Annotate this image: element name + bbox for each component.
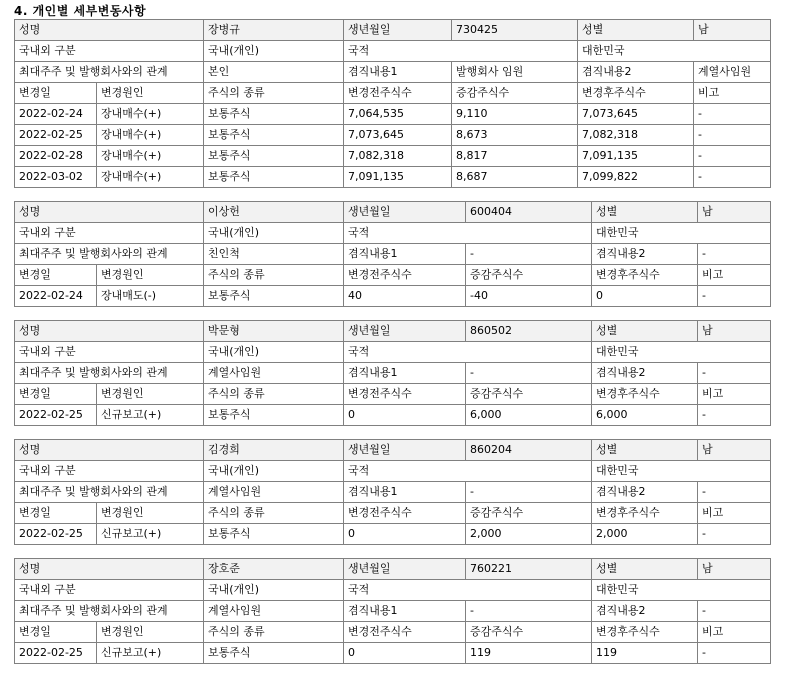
position1-value: -: [466, 482, 592, 503]
remark-header: 비고: [694, 83, 771, 104]
gender-value: 남: [698, 440, 771, 461]
delta-shares: 8,673: [452, 125, 578, 146]
before-header: 변경전주식수: [344, 265, 466, 286]
change-date: 2022-02-25: [15, 125, 97, 146]
table-row: [15, 167, 771, 188]
before-header: 변경전주식수: [344, 384, 466, 405]
domestic-value: 국내(개인): [204, 41, 344, 62]
relation-value: 본인: [204, 62, 344, 83]
change-date-header: 변경일: [15, 265, 97, 286]
remark: -: [698, 286, 771, 307]
remark-header: 비고: [698, 622, 771, 643]
change-date: 2022-02-28: [15, 146, 97, 167]
table-row: [15, 643, 771, 664]
relation-label: 최대주주 및 발행회사와의 관계: [15, 244, 204, 265]
stock-type: 보통주식: [204, 125, 344, 146]
relation-label: 최대주주 및 발행회사와의 관계: [15, 363, 204, 384]
change-date: 2022-02-24: [15, 104, 97, 125]
delta-shares: -40: [466, 286, 592, 307]
stock-type-header: 주식의 종류: [204, 384, 344, 405]
nationality-label: 국적: [344, 41, 578, 62]
domestic-label: 국내외 구분: [15, 41, 204, 62]
gender-value: 남: [698, 321, 771, 342]
change-date: 2022-02-25: [15, 524, 97, 545]
change-reason: 장내매수(+): [97, 146, 204, 167]
stock-type: 보통주식: [204, 524, 344, 545]
nationality-label: 국적: [344, 223, 592, 244]
change-reason-header: 변경원인: [97, 83, 204, 104]
gender-value: 남: [698, 559, 771, 580]
remark-header: 비고: [698, 384, 771, 405]
nationality-value: 대한민국: [592, 342, 771, 363]
delta-shares: 2,000: [466, 524, 592, 545]
position2-value: -: [698, 244, 771, 265]
table-row: [15, 286, 771, 307]
table-row: [15, 104, 771, 125]
birth-label: 생년월일: [344, 321, 466, 342]
domestic-label: 국내외 구분: [15, 342, 204, 363]
stock-type: 보통주식: [204, 405, 344, 426]
after-shares: 7,082,318: [578, 125, 694, 146]
position2-value: -: [698, 601, 771, 622]
stock-type: 보통주식: [204, 643, 344, 664]
position1-value: -: [466, 601, 592, 622]
change-date-header: 변경일: [15, 384, 97, 405]
birth-label: 생년월일: [344, 202, 466, 223]
domestic-value: 국내(개인): [204, 580, 344, 601]
position2-label: 겸직내용2: [578, 62, 694, 83]
nationality-value: 대한민국: [592, 580, 771, 601]
remark: -: [694, 125, 771, 146]
remark: -: [694, 167, 771, 188]
birth-label: 생년월일: [344, 20, 452, 41]
remark-header: 비고: [698, 265, 771, 286]
before-header: 변경전주식수: [344, 83, 452, 104]
relation-label: 최대주주 및 발행회사와의 관계: [15, 482, 204, 503]
relation-label: 최대주주 및 발행회사와의 관계: [15, 62, 204, 83]
stock-type: 보통주식: [204, 146, 344, 167]
stock-type-header: 주식의 종류: [204, 83, 344, 104]
nationality-value: 대한민국: [578, 41, 771, 62]
person-table: [14, 19, 771, 188]
remark: -: [694, 104, 771, 125]
person-table: [14, 320, 771, 426]
position1-value: -: [466, 363, 592, 384]
name-label: 성명: [15, 321, 204, 342]
relation-value: 계열사임원: [204, 601, 344, 622]
position2-value: -: [698, 363, 771, 384]
domestic-label: 국내외 구분: [15, 223, 204, 244]
relation-label: 최대주주 및 발행회사와의 관계: [15, 601, 204, 622]
after-shares: 7,073,645: [578, 104, 694, 125]
domestic-value: 국내(개인): [204, 461, 344, 482]
position2-value: 계열사임원: [694, 62, 771, 83]
delta-header: 증감주식수: [466, 384, 592, 405]
remark-header: 비고: [698, 503, 771, 524]
table-row: [15, 125, 771, 146]
after-shares: 119: [592, 643, 698, 664]
stock-type: 보통주식: [204, 286, 344, 307]
position1-label: 겸직내용1: [344, 363, 466, 384]
domestic-label: 국내외 구분: [15, 580, 204, 601]
after-header: 변경후주식수: [578, 83, 694, 104]
before-shares: 0: [344, 405, 466, 426]
change-date: 2022-03-02: [15, 167, 97, 188]
change-reason-header: 변경원인: [97, 503, 204, 524]
change-date: 2022-02-25: [15, 643, 97, 664]
after-header: 변경후주식수: [592, 384, 698, 405]
gender-label: 성별: [592, 440, 698, 461]
change-date: 2022-02-24: [15, 286, 97, 307]
stock-type-header: 주식의 종류: [204, 265, 344, 286]
person-table: [14, 439, 771, 545]
page-title: 4. 개인별 세부변동사항: [14, 4, 147, 18]
change-date-header: 변경일: [15, 83, 97, 104]
name-value: 박문형: [204, 321, 344, 342]
change-date-header: 변경일: [15, 622, 97, 643]
before-shares: 7,064,535: [344, 104, 452, 125]
name-label: 성명: [15, 559, 204, 580]
change-date: 2022-02-25: [15, 405, 97, 426]
position1-label: 겸직내용1: [344, 62, 452, 83]
delta-shares: 9,110: [452, 104, 578, 125]
change-reason: 신규보고(+): [97, 643, 204, 664]
gender-label: 성별: [592, 559, 698, 580]
delta-header: 증감주식수: [452, 83, 578, 104]
nationality-label: 국적: [344, 342, 592, 363]
table-row: [15, 524, 771, 545]
relation-value: 친인척: [204, 244, 344, 265]
nationality-value: 대한민국: [592, 461, 771, 482]
table-row: [15, 146, 771, 167]
name-value: 장호준: [204, 559, 344, 580]
position2-label: 겸직내용2: [592, 244, 698, 265]
change-reason: 장내매수(+): [97, 125, 204, 146]
position2-label: 겸직내용2: [592, 482, 698, 503]
birth-label: 생년월일: [344, 559, 466, 580]
stock-type: 보통주식: [204, 104, 344, 125]
position2-value: -: [698, 482, 771, 503]
gender-label: 성별: [592, 202, 698, 223]
birth-value: 860502: [466, 321, 592, 342]
delta-header: 증감주식수: [466, 503, 592, 524]
relation-value: 계열사임원: [204, 363, 344, 384]
after-shares: 7,099,822: [578, 167, 694, 188]
before-shares: 7,082,318: [344, 146, 452, 167]
remark: -: [698, 524, 771, 545]
name-value: 김경희: [204, 440, 344, 461]
position1-label: 겸직내용1: [344, 244, 466, 265]
delta-shares: 119: [466, 643, 592, 664]
name-value: 이상헌: [204, 202, 344, 223]
change-reason: 장내매수(+): [97, 104, 204, 125]
delta-header: 증감주식수: [466, 622, 592, 643]
remark: -: [694, 146, 771, 167]
delta-header: 증감주식수: [466, 265, 592, 286]
birth-value: 600404: [466, 202, 592, 223]
position2-label: 겸직내용2: [592, 363, 698, 384]
after-shares: 0: [592, 286, 698, 307]
name-label: 성명: [15, 440, 204, 461]
after-header: 변경후주식수: [592, 265, 698, 286]
position1-label: 겸직내용1: [344, 482, 466, 503]
change-reason: 장내매도(-): [97, 286, 204, 307]
delta-shares: 8,687: [452, 167, 578, 188]
stock-type: 보통주식: [204, 167, 344, 188]
change-reason-header: 변경원인: [97, 265, 204, 286]
table-row: [15, 405, 771, 426]
before-shares: 7,091,135: [344, 167, 452, 188]
relation-value: 계열사임원: [204, 482, 344, 503]
birth-value: 760221: [466, 559, 592, 580]
name-value: 장병규: [204, 20, 344, 41]
before-shares: 0: [344, 643, 466, 664]
gender-value: 남: [698, 202, 771, 223]
remark: -: [698, 643, 771, 664]
after-shares: 7,091,135: [578, 146, 694, 167]
delta-shares: 6,000: [466, 405, 592, 426]
domestic-label: 국내외 구분: [15, 461, 204, 482]
after-header: 변경후주식수: [592, 503, 698, 524]
remark: -: [698, 405, 771, 426]
birth-value: 860204: [466, 440, 592, 461]
change-reason: 장내매수(+): [97, 167, 204, 188]
after-header: 변경후주식수: [592, 622, 698, 643]
before-header: 변경전주식수: [344, 622, 466, 643]
change-date-header: 변경일: [15, 503, 97, 524]
gender-label: 성별: [578, 20, 694, 41]
position1-label: 겸직내용1: [344, 601, 466, 622]
before-shares: 0: [344, 524, 466, 545]
before-shares: 7,073,645: [344, 125, 452, 146]
position2-label: 겸직내용2: [592, 601, 698, 622]
gender-value: 남: [694, 20, 771, 41]
stock-type-header: 주식의 종류: [204, 622, 344, 643]
nationality-value: 대한민국: [592, 223, 771, 244]
domestic-value: 국내(개인): [204, 223, 344, 244]
nationality-label: 국적: [344, 461, 592, 482]
position1-value: 발행회사 임원: [452, 62, 578, 83]
position1-value: -: [466, 244, 592, 265]
change-reason-header: 변경원인: [97, 384, 204, 405]
person-table: [14, 201, 771, 307]
before-header: 변경전주식수: [344, 503, 466, 524]
person-table: [14, 558, 771, 664]
name-label: 성명: [15, 202, 204, 223]
change-reason: 신규보고(+): [97, 405, 204, 426]
birth-label: 생년월일: [344, 440, 466, 461]
after-shares: 2,000: [592, 524, 698, 545]
change-reason: 신규보고(+): [97, 524, 204, 545]
birth-value: 730425: [452, 20, 578, 41]
change-reason-header: 변경원인: [97, 622, 204, 643]
nationality-label: 국적: [344, 580, 592, 601]
name-label: 성명: [15, 20, 204, 41]
after-shares: 6,000: [592, 405, 698, 426]
gender-label: 성별: [592, 321, 698, 342]
stock-type-header: 주식의 종류: [204, 503, 344, 524]
domestic-value: 국내(개인): [204, 342, 344, 363]
before-shares: 40: [344, 286, 466, 307]
delta-shares: 8,817: [452, 146, 578, 167]
